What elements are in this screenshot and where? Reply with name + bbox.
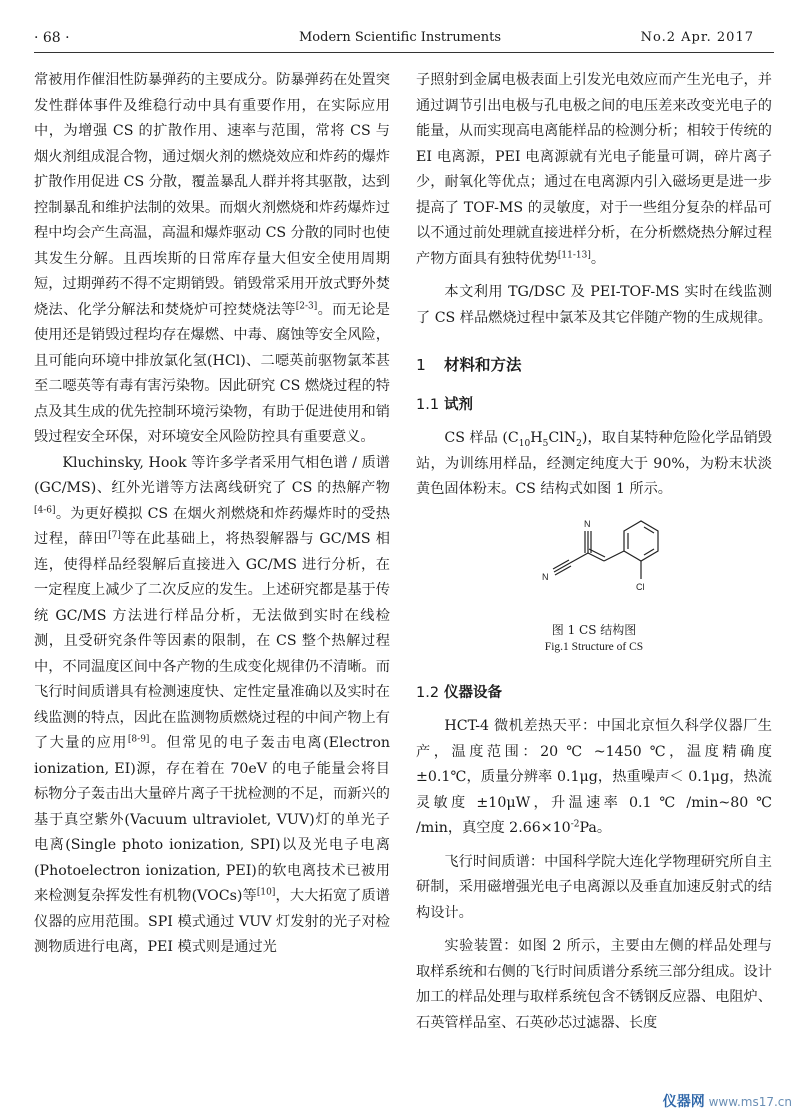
page-header (0, 0, 800, 56)
figure-caption-en: Fig.1 Structure of CS (544, 640, 644, 653)
paragraph: 本文利用 TG/DSC 及 PEI-TOF-MS 实时在线监测了 CS 样品燃烧过程中氯苯及其它伴随产物的生成规律。 (416, 284, 772, 326)
paragraph: 子照射到金属电极表面上引发光电效应而产生光电子，并通过调节引出电极与孔电极之间的电压差来改变光电子的能量，从而实现高电离能样品的检测分析；相较于传统的 EI 电离源，PEI 电离源就有光电子能量可调，碎片离子少，耐氧化等优点；通过在电离源内引入磁场更是进一步提高了 TOF-MS 的灵敏度，对于一些组分复杂的样品可以不通过前处理就直接进样分析，在分析燃烧热分解过程产物方面具有独特优势[11-13]。 (416, 72, 772, 267)
right-column (416, 68, 772, 1036)
paragraph: 飞行时间质谱：中国科学院大连化学物理研究所自主研制，采用磁增强光电子电离源以及垂直加速反射式的结构设计。 (416, 853, 772, 921)
subsection-heading: 1.2 仪器设备 (416, 684, 502, 701)
journal-title: Modern Scientific Instruments (298, 30, 502, 45)
figure-caption-cn: 图 1 CS 结构图 (551, 622, 637, 637)
chemical-structure-diagram (494, 509, 694, 621)
header-rule (34, 52, 774, 53)
left-column (34, 68, 390, 961)
figure-cs-structure (416, 509, 772, 655)
watermark: 仪器网 www.ms17.cn (662, 1094, 792, 1110)
paragraph: Kluchinsky, Hook 等许多学者采用气相色谱 / 质谱(GC/MS)、红外光谱等方法离线研究了 CS 的热解产物[4-6]。为更好模拟 CS 在烟火剂燃烧和炸药爆炸时的受热过程，薛田[7]等在此基础上，将热裂解器与 GC/MS 相连，使得样品经裂解后直接进入 GC/MS 进行分析，在一定程度上减少了二次反应的发生。上述研究都是基于传统 GC/MS 方法进行样品分析，无法做到实时在线检测，且受研究条件等因素的限制，在 CS 整个热解过程中，不同温度区间中各产物的生成变化规律仍不清晰。而飞行时间质谱具有检测速度快、定性定量准确以及实时在线监测的特点，因此在监测物质燃烧过程的中间产物上有了大量的应用[8-9]。但常见的电子轰击电离(Electron ionization, EI)源，存在着在 70eV 的电子能量会将目标物分子轰击出大量碎片离子干扰检测的不足，而新兴的基于真空紫外(Vacuum ultraviolet, VUV)灯的单光子电离(Single photo ionization, SPI)以及光电子电离(Photoelectron ionization, PEI)的软电离技术已被用来检测复杂挥发性有机物(VOCs)等[10]，大大拓宽了质谱仪器的应用范围。SPI 模式通过 VUV 灯发射的光子对检测物质进行电离，PEI 模式则是通过光 (34, 454, 390, 955)
paragraph: HCT-4 微机差热天平：中国北京恒久科学仪器厂生产，温度范围：20 ℃ ~1450 ℃，温度精确度 ±0.1℃，质量分辨率 0.1μg，热重噪声＜ 0.1μg，热流灵敏度 ±10μW，升温速率 0.1 ℃ /min~80 ℃ /min，真空度 $2.66\times 10^{-2}Pa$。 (416, 718, 772, 836)
paragraph: 常被用作催泪性防暴弹药的主要成分。防暴弹药在处置突发性群体事件及维稳行动中具有重要作用，在实际应用中，为增强 CS 的扩散作用、速率与范围，常将 CS 与烟火剂组成混合物，通过烟火剂的燃烧效应和炸药的爆炸扩散作用促进 CS 分散，覆盖暴乱人群并将其驱散，达到控制暴乱和维护法制的效果。而烟火剂燃烧和炸药爆炸过程中均会产生高温，高温和爆炸驱动 CS 分散的同时也使其发生分解。且西埃斯的日常库存量大但安全使用周期短，过期弹药不得不定期销毁。销毁常采用开放式野外焚烧法、化学分解法和焚烧炉可控焚烧法等[2-3]。而无论是使用还是销毁过程均存在爆燃、中毒、腐蚀等安全风险，且可能向环境中排放氯化氢(HCl)、二噁英前驱物氯苯甚至二噁英等有毒有害污染物。因此研究 CS 燃烧过程的特点及其生成的优先控制环境污染物，有助于促进使用和销毁过程安全环保，对环境安全风险防控具有重要意义。 (34, 72, 390, 445)
atom-label: N (542, 571, 549, 582)
page-number: · 68 · (34, 30, 70, 46)
atom-label: N (584, 518, 591, 529)
paragraph: CS 样品 $(C_{10}H_5ClN_2)$，取自某特种危险化学品销毁站，为训练用样品，经测定纯度大于 90%，为粉末状淡黄色固体粉末。CS 结构式如图 1 所示。 (416, 430, 772, 497)
atom-label: Cl (636, 581, 645, 592)
paragraph: 实验装置：如图 2 所示，主要由左侧的样品处理与取样系统和右侧的飞行时间质谱分系统三部分组成。设计加工的样品处理与取样系统包含不锈钢反应器、电阻炉、石英管样品室、石英砂芯过滤器、长度 (416, 938, 772, 1031)
section-heading: 1 材料和方法 (416, 356, 522, 374)
subsection-heading: 1.1 试剂 (416, 396, 473, 413)
issue-info: No.2 Apr. 2017 (640, 30, 754, 45)
